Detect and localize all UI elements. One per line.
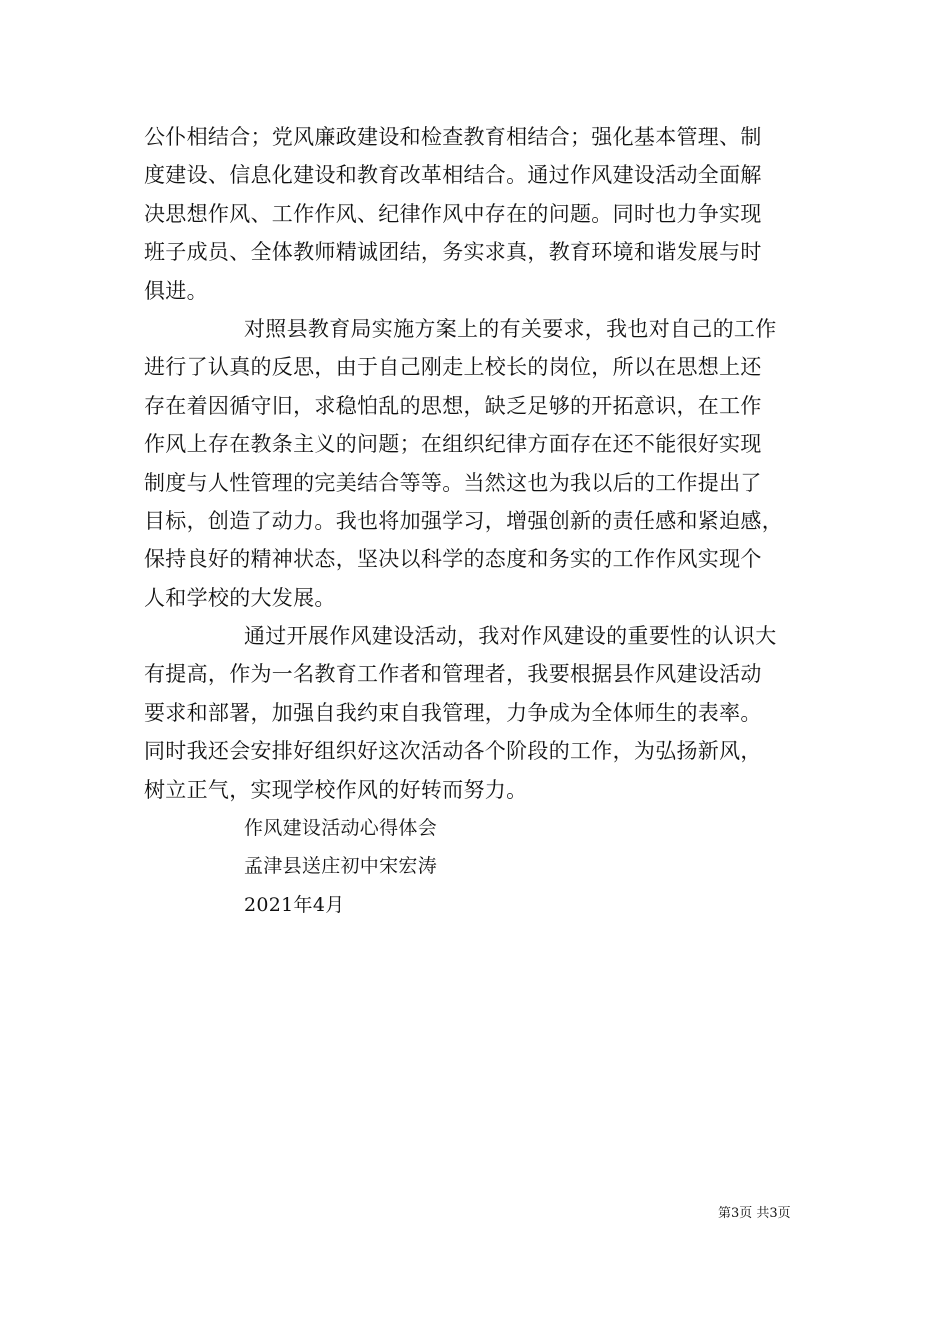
text-line: 同时我还会安排好组织好这次活动各个阶段的工作，为弘扬新风， — [144, 739, 762, 764]
signature-date: 2021年4月 — [244, 893, 345, 916]
text-line: 存在着因循守旧，求稳怕乱的思想，缺乏足够的开拓意识，在工作 — [144, 393, 762, 418]
text-line: 有提高，作为一名教育工作者和管理者，我要根据县作风建设活动 — [144, 662, 762, 687]
signature-title: 作风建设活动心得体会 — [244, 817, 438, 840]
paragraph-1 — [144, 118, 824, 310]
paragraph-3 — [144, 617, 824, 809]
text-line: 通过开展作风建设活动，我对作风建设的重要性的认识大 — [244, 624, 777, 649]
page-footer: 第3页 共3页 — [718, 1206, 791, 1221]
text-line: 树立正气，实现学校作风的好转而努力。 — [144, 777, 528, 802]
text-line: 班子成员、全体教师精诚团结，务实求真，教育环境和谐发展与时 — [144, 240, 762, 265]
signature-author: 孟津县送庄初中宋宏涛 — [244, 855, 438, 878]
text-line: 对照县教育局实施方案上的有关要求，我也对自己的工作 — [244, 316, 777, 341]
text-line: 俱进。 — [144, 278, 208, 303]
text-line: 度建设、信息化建设和教育改革相结合。通过作风建设活动全面解 — [144, 163, 762, 188]
text-line: 人和学校的大发展。 — [144, 585, 336, 610]
text-line: 要求和部署，加强自我约束自我管理，力争成为全体师生的表率。 — [144, 700, 762, 725]
text-line: 决思想作风、工作作风、纪律作风中存在的问题。同时也力争实现 — [144, 201, 762, 226]
document-body — [144, 118, 824, 924]
text-line: 公仆相结合；党风廉政建设和检查教育相结合；强化基本管理、制 — [144, 125, 762, 149]
signature-block — [144, 809, 824, 924]
text-line: 保持良好的精神状态，坚决以科学的态度和务实的工作作风实现个 — [144, 547, 762, 572]
text-line: 目标，创造了动力。我也将加强学习，增强创新的责任感和紧迫感， — [144, 508, 783, 533]
paragraph-2 — [144, 310, 824, 617]
text-line: 制度与人性管理的完美结合等等。当然这也为我以后的工作提出了 — [144, 470, 762, 495]
text-line: 进行了认真的反思，由于自己刚走上校长的岗位，所以在思想上还 — [144, 355, 762, 380]
text-line: 作风上存在教条主义的问题；在组织纪律方面存在还不能很好实现 — [144, 432, 762, 457]
